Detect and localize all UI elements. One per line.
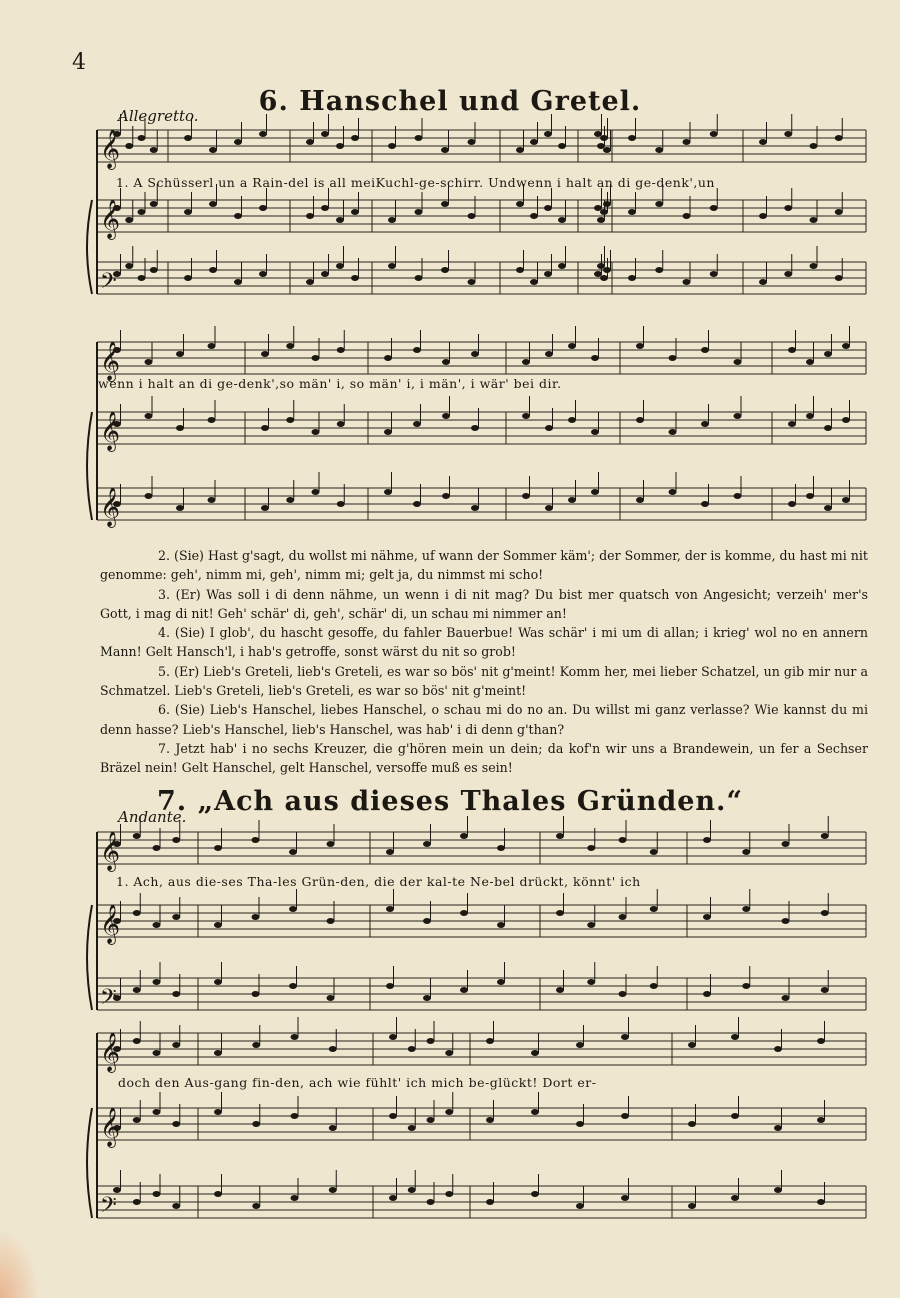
- svg-text:𝄢: 𝄢: [100, 269, 117, 299]
- verse-6: 6. (Sie) Lieb's Hanschel, liebes Hanschel, o schau mi do no an. Du willst mi ganz verlasse? Wie kannst du mi denn hasse? Lieb's Hanschel, lieb's Hanschel, was hab' i di denn g'than?: [100, 702, 868, 737]
- clefs: [100, 129, 120, 1223]
- song-7-lyrics-line-2: doch den Aus-gang fin-den, ach wie fühlt' ich mich be-glückt! Dort er-: [118, 1075, 597, 1090]
- verse-4: 4. (Sie) I glob', du hascht gesoffe, du fahler Bauerbue! Was schär' i mi um di allan; i krieg' wol no en annern Mann! Gelt Hansch'l, i hab's getroffe, sonst wärst du nit so grob!: [100, 625, 868, 660]
- svg-text:𝄞: 𝄞: [100, 1032, 121, 1072]
- svg-text:𝄞: 𝄞: [100, 199, 121, 239]
- svg-text:𝄞: 𝄞: [100, 411, 121, 451]
- svg-text:𝄞: 𝄞: [100, 904, 121, 944]
- staff-lines: [87, 130, 866, 1218]
- song-7-title: 7. „Ach aus dieses Thales Gründen.“: [157, 786, 743, 817]
- page-number: 4: [72, 50, 86, 75]
- song-6-tempo: Allegretto.: [118, 107, 199, 125]
- svg-text:𝄞: 𝄞: [100, 831, 121, 871]
- svg-text:𝄞: 𝄞: [100, 1107, 121, 1147]
- paper-stain: [0, 1228, 40, 1298]
- verse-2: 2. (Sie) Hast g'sagt, du wollst mi nähme, uf wann der Sommer käm'; der Sommer, der is komme, du hast mi nit genomme: geh', nimm mi, geh', nimm mi; gelt ja, du nimmst mi scho!: [100, 548, 868, 583]
- svg-text:𝄞: 𝄞: [100, 341, 121, 381]
- svg-text:𝄞: 𝄞: [100, 487, 121, 527]
- song-7-lyrics-line-1: 1. Ach, aus die-ses Tha-les Grün-den, die der kal-te Ne-bel drückt, könnt' ich: [116, 874, 641, 889]
- song-6-lyrics-line-2: wenn i halt an di ge-denk',so män' i, so män' i, i män', i wär' bei dir.: [98, 376, 562, 391]
- verse-7: 7. Jetzt hab' i no sechs Kreuzer, die g'hören mein un dein; da kof'n wir uns a Brandewein, un fer a Sechser Bräzel nein! Gelt Hanschel, gelt Hanschel, versoffe muß es sein!: [100, 740, 868, 776]
- verse-3: 3. (Er) Was soll i di denn nähme, un wenn i di nit mag? Du bist mer quatsch von Angesicht; verzeih' mer's Gott, i mag di nit! Geh' schär' di, geh', schär' di, un schau mi nimmer an!: [100, 586, 868, 621]
- verse-5: 5. (Er) Lieb's Greteli, lieb's Greteli, es war so bös' nit g'meint! Komm her, mei lieber Schatzel, un gib mir nur a Schmatzel. Lieb's Greteli, lieb's Greteli, es war so bös' nit g'meint!: [100, 663, 868, 699]
- song-7-tempo: Andante.: [118, 808, 187, 826]
- svg-text:𝄢: 𝄢: [100, 1193, 117, 1223]
- song-6-title: 6. Hanschel und Gretel.: [258, 86, 642, 117]
- svg-text:𝄞: 𝄞: [100, 129, 121, 169]
- song-6-lyrics-line-1: 1. A Schüsserl un a Rain-del is all meiKuchl-ge-schirr. Undwenn i halt an di ge-denk',un: [116, 175, 715, 190]
- svg-text:𝄢: 𝄢: [100, 985, 117, 1015]
